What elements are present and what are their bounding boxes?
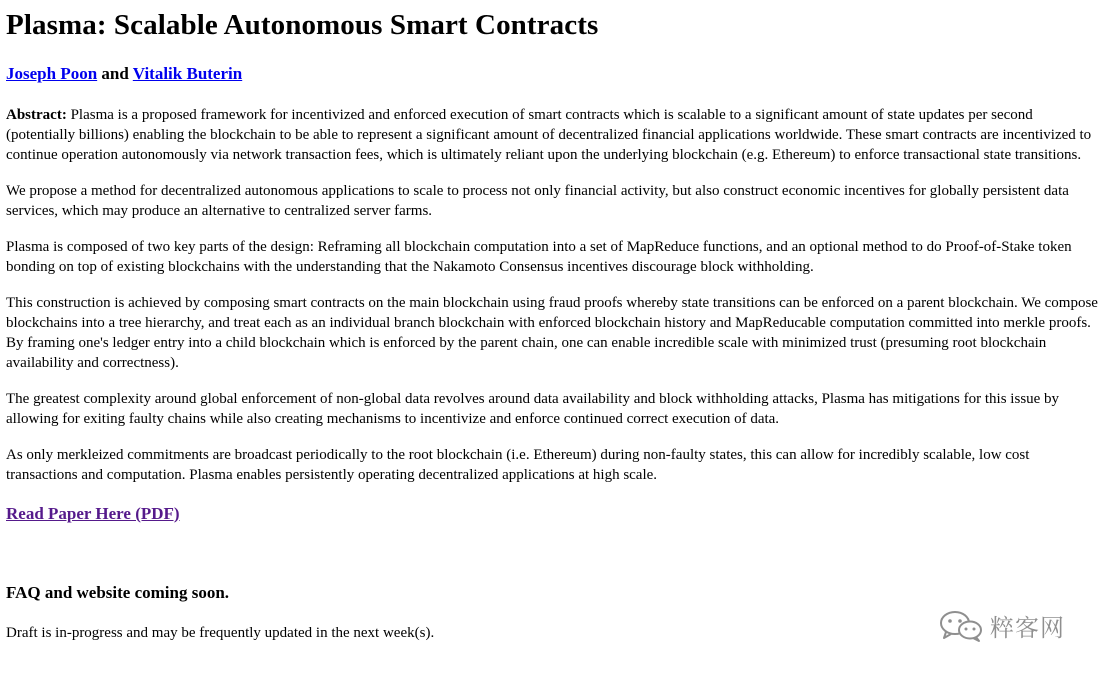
faq-heading: FAQ and website coming soon. — [6, 583, 230, 602]
author-link-joseph-poon[interactable]: Joseph Poon — [6, 64, 98, 83]
page-content — [6, 0, 1102, 643]
author-link-vitalik-buterin[interactable]: Vitalik Buterin — [132, 64, 243, 83]
draft-note: Draft is in-progress and may be frequently updated in the next week(s). — [6, 625, 435, 641]
read-paper-container — [6, 504, 1102, 524]
authors-line — [6, 64, 1102, 84]
body-paragraph: The greatest complexity around global enforcement of non-global data revolves around data availability and block withholding attacks, Plasma has mitigations for this issue by allowing for exiting faulty chains while also creating mechanisms to incentivize and enforce continued correct execution of data. — [6, 391, 1060, 427]
body-paragraph: This construction is achieved by composing smart contracts on the main blockchain using fraud proofs whereby state transitions can be enforced on a parent blockchain. We compose blockchains into a tree hierarchy, and treat each as an individual branch blockchain with enforced blockchain history and MapReducable computation committed into merkle proofs. By framing one's ledger entry into a child blockchain which is enforced by the parent chain, one can enable incredible scale with minimized trust (presuming root blockchain availability and correctness). — [6, 295, 1098, 371]
wechat-icon — [938, 609, 984, 643]
body-paragraph: As only merkleized commitments are broadcast periodically to the root blockchain (i.e. Ethereum) during non-faulty states, this can allow for incredibly scalable, low cost transactions and computation. Plasma enables persistently operating decentralized applications at high scale. — [6, 447, 1030, 483]
authors-connector: and — [101, 64, 129, 83]
abstract-paragraph — [6, 105, 1102, 165]
watermark-text: 粹客网 — [990, 614, 1065, 642]
page-title: Plasma: Scalable Autonomous Smart Contracts — [6, 9, 599, 41]
abstract-text: Plasma is a proposed framework for incentivized and enforced execution of smart contracts which is scalable to a significant amount of state updates per second (potentially billions) enabling the blockchain to be able to represent a significant amount of decentralized financial applications worldwide. These smart contracts are incentivized to continue operation autonomously via network transaction fees, which is ultimately reliant upon the underlying blockchain (e.g. Ethereum) to enforce transactional state transitions. — [6, 107, 1092, 163]
watermark — [938, 608, 1065, 643]
read-paper-link[interactable]: Read Paper Here (PDF) — [6, 504, 180, 523]
body-paragraph: Plasma is composed of two key parts of the design: Reframing all blockchain computation into a set of MapReduce functions, and an optional method to do Proof-of-Stake token bonding on top of existing blockchains with the understanding that the Nakamoto Consensus incentives discourage block withholding. — [6, 239, 1072, 275]
body-paragraph: We propose a method for decentralized autonomous applications to scale to process not only financial activity, but also construct economic incentives for globally persistent data services, which may produce an alternative to centralized server farms. — [6, 183, 1069, 219]
abstract-label: Abstract: — [6, 107, 67, 123]
